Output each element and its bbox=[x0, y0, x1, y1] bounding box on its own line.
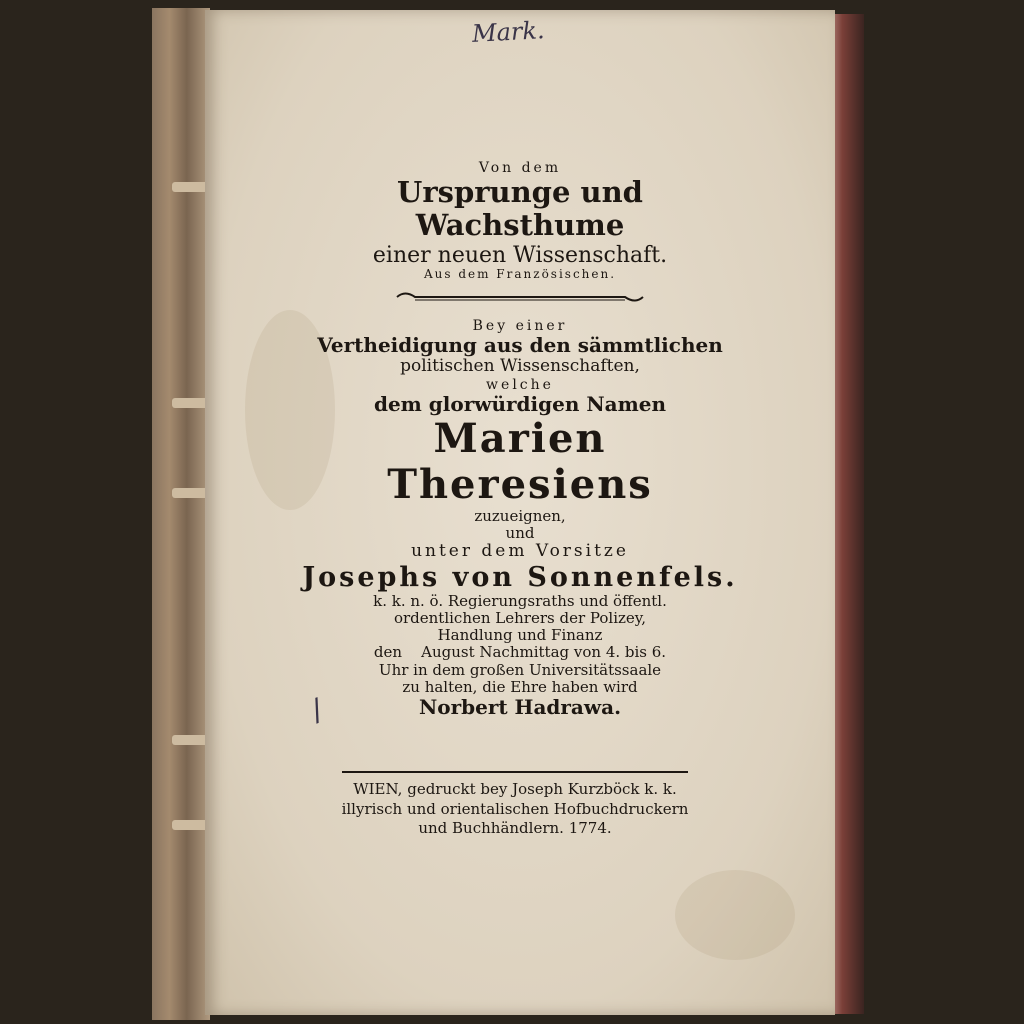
imprint bbox=[330, 780, 700, 839]
author-name: Norbert Hadrawa. bbox=[418, 695, 622, 720]
handwritten-note: Mark. bbox=[471, 16, 546, 48]
title-block bbox=[300, 160, 740, 719]
title-line: politischen Wissenschaften, bbox=[400, 355, 640, 376]
title-line: Vertheidigung aus den sämmtlichen bbox=[317, 332, 723, 357]
title-line: und bbox=[505, 523, 535, 542]
title-line: ordentlichen Lehrers der Polizey, bbox=[393, 608, 647, 627]
title-line: welche bbox=[486, 376, 554, 393]
title-line: k. k. n. ö. Regierungsraths und öffentl. bbox=[373, 591, 667, 610]
title-line: unter dem Vorsitze bbox=[411, 541, 629, 562]
imprint-line: illyrisch und orientalischen Hofbuchdruckern bbox=[341, 799, 689, 818]
imprint-rule bbox=[342, 771, 688, 773]
imprint-line: WIEN, gedruckt bey Joseph Kurzböck k. k. bbox=[353, 780, 677, 798]
pencil-mark: / bbox=[306, 692, 328, 729]
translation-note: Aus dem Französischen. bbox=[423, 267, 617, 282]
ornament-divider bbox=[395, 290, 645, 304]
dedicatee-name: Marien Theresiens bbox=[387, 414, 653, 508]
title-line: einer neuen Wissenschaft. bbox=[372, 242, 668, 268]
title-line: Von dem bbox=[478, 160, 562, 176]
imprint-line: und Buchhändlern. 1774. bbox=[418, 819, 612, 837]
presider-name: Josephs von Sonnenfels. bbox=[302, 561, 738, 593]
title-line: Handlung und Finanz bbox=[437, 626, 603, 645]
title-line: zu halten, die Ehre haben wird bbox=[402, 677, 638, 696]
title-line: dem glorwürdigen Namen bbox=[373, 391, 667, 416]
book-spine bbox=[152, 8, 210, 1020]
title-line: Uhr in dem großen Universitätssaale bbox=[378, 660, 662, 679]
title-line: Bey einer bbox=[472, 317, 568, 334]
title-line: zuzueignen, bbox=[474, 506, 566, 525]
title-line: den August Nachmittag von 4. bis 6. bbox=[373, 643, 667, 662]
main-title: Ursprunge und Wachsthume bbox=[397, 175, 643, 243]
